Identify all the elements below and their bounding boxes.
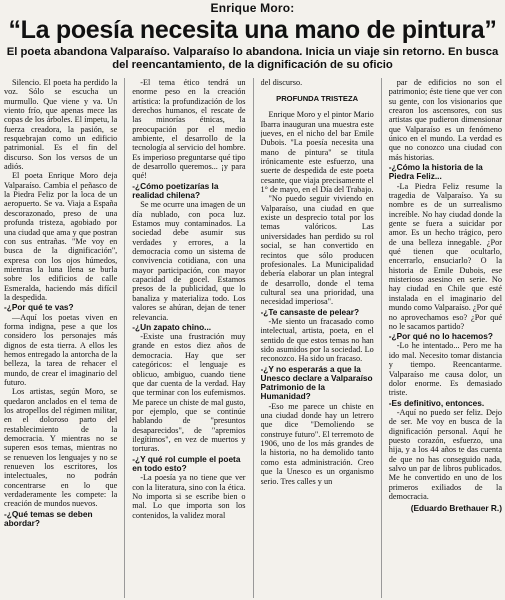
question-heading: -¿Qué temas se deben abordar? xyxy=(4,508,93,529)
paragraph: -Existe una frustración muy grande en estos diez años de democracia. Hay que ser categóricos: el lenguaje es oblicuo, ambiguo, cuando tiene que dar cuenta de la verdad. Hay que terminar con los eufemismos. Me parece un chiste de mal gusto, por ejemplo, que se continúe hablando de "presuntos desaparecidos", de "apremios ilegítimos", en vez de muertos y torturas. xyxy=(132,332,246,454)
column-divider xyxy=(381,78,382,598)
headline: “La poesía necesita una mano de pintura” xyxy=(8,16,497,44)
paragraph: -Aquí no puedo ser feliz. Dejo de ser. Me voy en busca de la dignificación personal. Aquí he puesto corazón, esfuerzo, una hija, y a los 44 años te das cuenta de que no has conseguido nada, salvo un par de libros publicados. Me he convertido en uno de los primeros exiliados de la democracia. xyxy=(388,407,502,501)
paragraph: -Lo he intentado... Pero me ha ido mal. Necesito tomar distancia y tiempo. Reencantarme. Valparaíso me causa dolor, un dolor enorme. Es demasiado triste. xyxy=(388,341,502,398)
question-heading: -¿Un zapato chino... xyxy=(132,321,212,332)
column-divider xyxy=(124,78,125,598)
paragraph: Enrique Moro y el pintor Mario Ibarra inauguran una muestra este jueves, en el nicho del bar Emile Dubois. "La poesía necesita una mano de pintura" se titula irónicamente este esfuerzo, una suerte de despedida de este poeta cesante, que viaja precisamente el 1° de mayo, en el Día del Trabajo. xyxy=(260,110,374,195)
question-heading: -¿Por qué no lo hacemos? xyxy=(388,331,493,342)
paragraph: Los artistas, según Moro, se quedaron anclados en el tema de los atropellos del régimen militar, en el doloroso parto del restablecimiento de la democracia. Y mientras no se superen esos temas, mientras no se renueven los lenguajes y no se renueven los escritores, los intelectuales, no podrán concentrarse en lo que verdaderamente les compete: la creación de mundos nuevos. xyxy=(4,387,118,509)
section-heading: PROFUNDA TRISTEZA xyxy=(276,94,359,104)
question-heading: -¿Cómo la historia de la Piedra Feliz... xyxy=(388,162,483,182)
question-heading: -¿Por qué te vas? xyxy=(4,302,74,313)
question-heading: -¿Te cansaste de pelear? xyxy=(260,306,360,317)
author-signature: (Eduardo Brethauer R.) xyxy=(410,503,502,514)
paragraph: Se me ocurre una imagen de un día nublado, con poca luz. Estamos muy contaminados. La sociedad debe asumir sus verdades y errores, a la democracia como un sistema de convivencia cotidiana, con una mayor participación, con mayor capacidad de gocel. Estamos presos de la publicidad, que lo banaliza y materializa todo. Los valores se ahúran, dejan de tener relevancia. xyxy=(132,200,246,322)
question-heading: -¿Y qué rol cumple el poeta en todo esto? xyxy=(132,453,241,473)
paragraph: -Me siento un fracasado como intelectual, artista, poeta, en el sentido de que estos temas no han sido asumidos por la sociedad. Lo reconozco. Ha sido un fracaso. xyxy=(260,316,374,364)
column-divider xyxy=(253,78,254,598)
paragraph: Silencio. El poeta ha perdido la voz. Sólo se escucha un murmullo. Que viene y va. Un viento frío, que apenas mece las copas de los árboles. El ímpetu, la fuerza creadora, la pasión, se resquebrajan como un edificio patrimonial. Es el fin del discurso. Son los versos de un adiós. xyxy=(4,78,118,172)
column-1 xyxy=(4,78,117,598)
question-heading: -Es definitivo, entonces. xyxy=(388,397,485,408)
kicker: Enrique Moro: xyxy=(210,1,295,15)
article-columns xyxy=(4,78,502,598)
paragraph: "No puedo seguir viviendo en Valparaíso, una ciudad en que existe un desprecio total por los temas valóricos. Las universidades han perdido su rol social, se han convertido en recintos que sólo producen profesionales. La Municipalidad debería elaborar un plan integral de desarrollo, donde el tema cultural sea una prioridad, una necesidad imperiosa". xyxy=(260,194,374,307)
question-heading: -¿Cómo poetizarías la realidad chilena? xyxy=(132,180,219,201)
paragraph: del discurso. xyxy=(260,78,303,87)
deck: El poeta abandona Valparaíso. Valparaíso lo abandona. Inicia un viaje sin retorno. En busca del reencantamiento, de la dignificación de su oficio xyxy=(6,46,499,71)
paragraph: —Aquí los poetas viven en forma indigna, pese a que los considero los personajes más dignos de esta tierra. A ellos les hemos entregado la antorcha de la belleza, la tarea de rehacer el mundo, de crear el imaginario del futuro. xyxy=(4,312,118,387)
column-3 xyxy=(261,78,374,598)
paragraph: -El tema ético tendrá un enorme peso en la creación artística: la profundización de los derechos humanos, el rescate de las minorías étnicas, la preocupación por el medio ambiente, el desarrollo de la tecnología al servicio del hombre. Es imperioso preguntarse qué tipo de desarrollo queremos... ¡y para qué! xyxy=(132,78,246,181)
paragraph: -Eso me parece un chiste en una ciudad donde hay un letrero que dice "Demoliendo se construye futuro". El terremoto de 1906, uno de los más grandes de la historia, no ha demolido tanto como esta administración. Creo que la Unesco es un organismo serio. Tres calles y un xyxy=(260,401,374,486)
column-4 xyxy=(389,78,502,598)
paragraph: par de edificios no son el patrimonio; éste tiene que ver con su gente, con los visionarios que crearon los ascensores, con sus artistas que pudieron dimensionar que Valparaíso es un fenómeno único en el mundo. La verdad es que no conozco una ciudad con más historias. xyxy=(388,78,502,162)
paragraph: -La Piedra Feliz resume la tragedia de Valparaíso. Ya su nombre es de un surrealismo increíble. No hay ciudad donde la gente se fuera a suicidar por amor. Es un hecho trágico, pero de una belleza innegable. ¿Por qué tienen que ocultarlo, encerrarlo, ensuciarlo? O la historia de Emile Dubois, ese misterioso asesino en serie. No hay ciudad en Chile que esté instalada en el imaginario del mundo como Valparaíso. ¿Por qué no aprovechamos eso? ¿Por qué no le sacamos partido? xyxy=(388,181,502,331)
column-2 xyxy=(132,78,245,598)
paragraph: -La poesía ya no tiene que ver con la literatura, sino con la ética. No importa si se escribe bien o mal. Lo que importa son los contenidos, la validez moral xyxy=(132,473,246,520)
paragraph: El poeta Enrique Moro deja Valparaíso. Cambia el peñasco de la Piedra Feliz por la loca de un aeropuerto. Se va. Viaja a España descorazonado, preso de una profunda tristeza, agobiado por una ciudad que ama y que postran con sus entrañas. "Me voy en busca de la dignificación", expresa con los ojos húmedos, mientras la luna llena se burla sobre los edificios de calle Esmeralda, haciendo más difícil la despedida. xyxy=(4,171,118,302)
question-heading: -¿Y no esperarás a que la Unesco declare a Valparaíso Patrimonio de la Humanidad? xyxy=(260,363,373,402)
